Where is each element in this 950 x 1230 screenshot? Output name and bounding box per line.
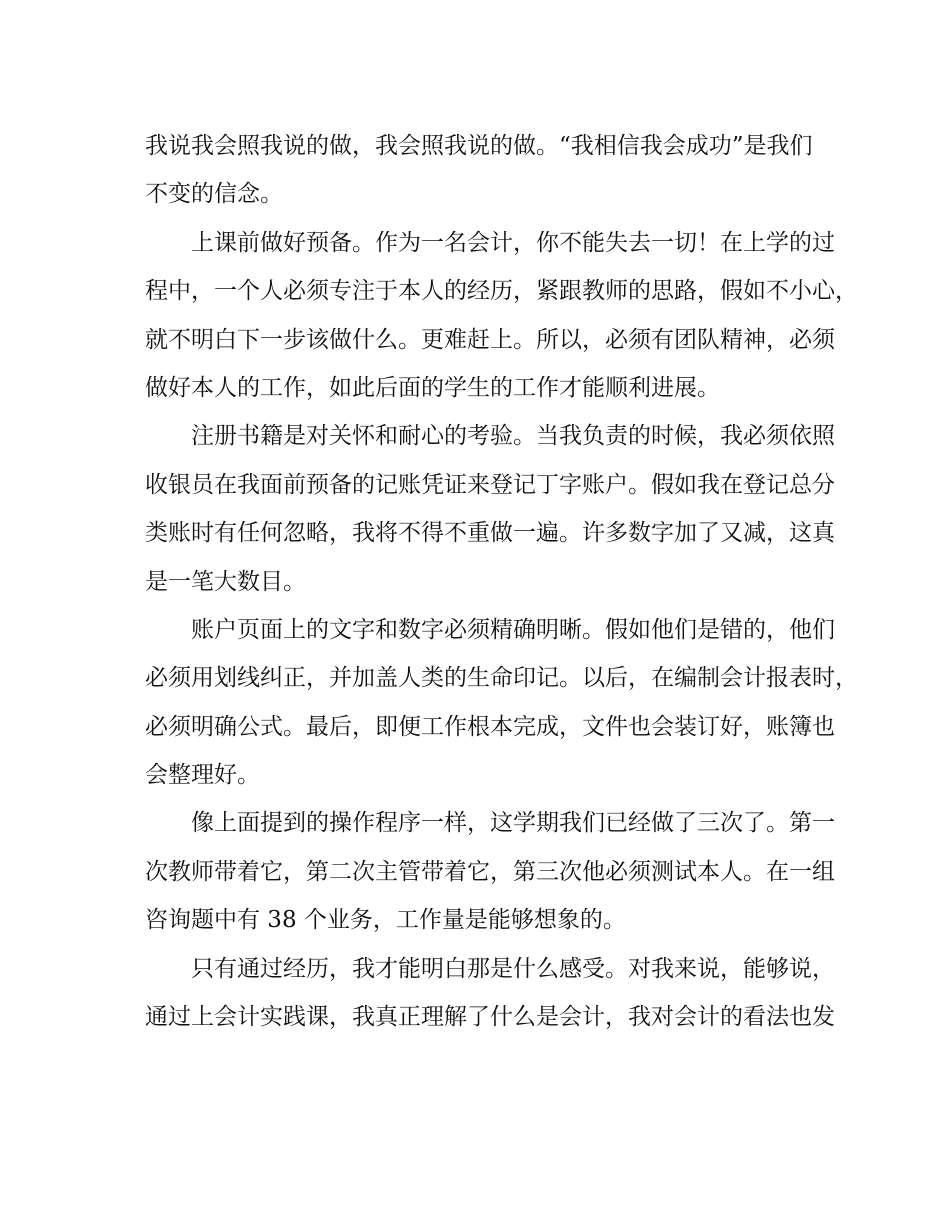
text-line-6: 做好本人的工作，如此后面的学生的工作才能顺利进展。 xyxy=(145,374,720,401)
text-line-9: 类账时有任何忽略，我将不得不重做一遍。许多数字加了又减，这真 xyxy=(145,520,835,547)
text-line-2: 不变的信念。 xyxy=(145,181,283,208)
text-line-19: 通过上会计实践课，我真正理解了什么是会计，我对会计的看法也发 xyxy=(145,1004,835,1031)
text-line-3: 上课前做好预备。作为一名会计，你不能失去一切！在上学的过 xyxy=(191,229,835,256)
text-line-14: 会整理好。 xyxy=(145,762,260,789)
text-line-11: 账户页面上的文字和数字必须精确明晰。假如他们是错的，他们 xyxy=(191,616,835,643)
text-line-10: 是一笔大数目。 xyxy=(145,568,306,595)
body-text xyxy=(145,122,858,1041)
text-line-4: 程中，一个人必须专注于本人的经历，紧跟教师的思路，假如不小心， xyxy=(145,278,858,305)
text-line-7: 注册书籍是对关怀和耐心的考验。当我负责的时候，我必须依照 xyxy=(191,423,835,450)
text-line-13: 必须明确公式。最后，即便工作根本完成，文件也会装订好，账簿也 xyxy=(145,713,835,740)
text-line-18: 只有通过经历，我才能明白那是什么感受。对我来说，能够说， xyxy=(191,955,835,982)
text-line-12: 必须用划线纠正，并加盖人类的生命印记。以后，在编制会计报表时， xyxy=(145,665,858,692)
text-line-8: 收银员在我面前预备的记账凭证来登记丁字账户。假如我在登记总分 xyxy=(145,471,835,498)
text-line-15: 像上面提到的操作程序一样，这学期我们已经做了三次了。第一 xyxy=(191,810,835,837)
text-line-17: 咨询题中有 38 个业务，工作量是能够想象的。 xyxy=(145,907,626,934)
text-line-5: 就不明白下一步该做什么。更难赶上。所以，必须有团队精神，必须 xyxy=(145,326,835,353)
text-line-1: 我说我会照我说的做，我会照我说的做。“我相信我会成功”是我们 xyxy=(145,133,813,159)
text-line-16: 次教师带着它，第二次主管带着它，第三次他必须测试本人。在一组 xyxy=(145,858,835,885)
